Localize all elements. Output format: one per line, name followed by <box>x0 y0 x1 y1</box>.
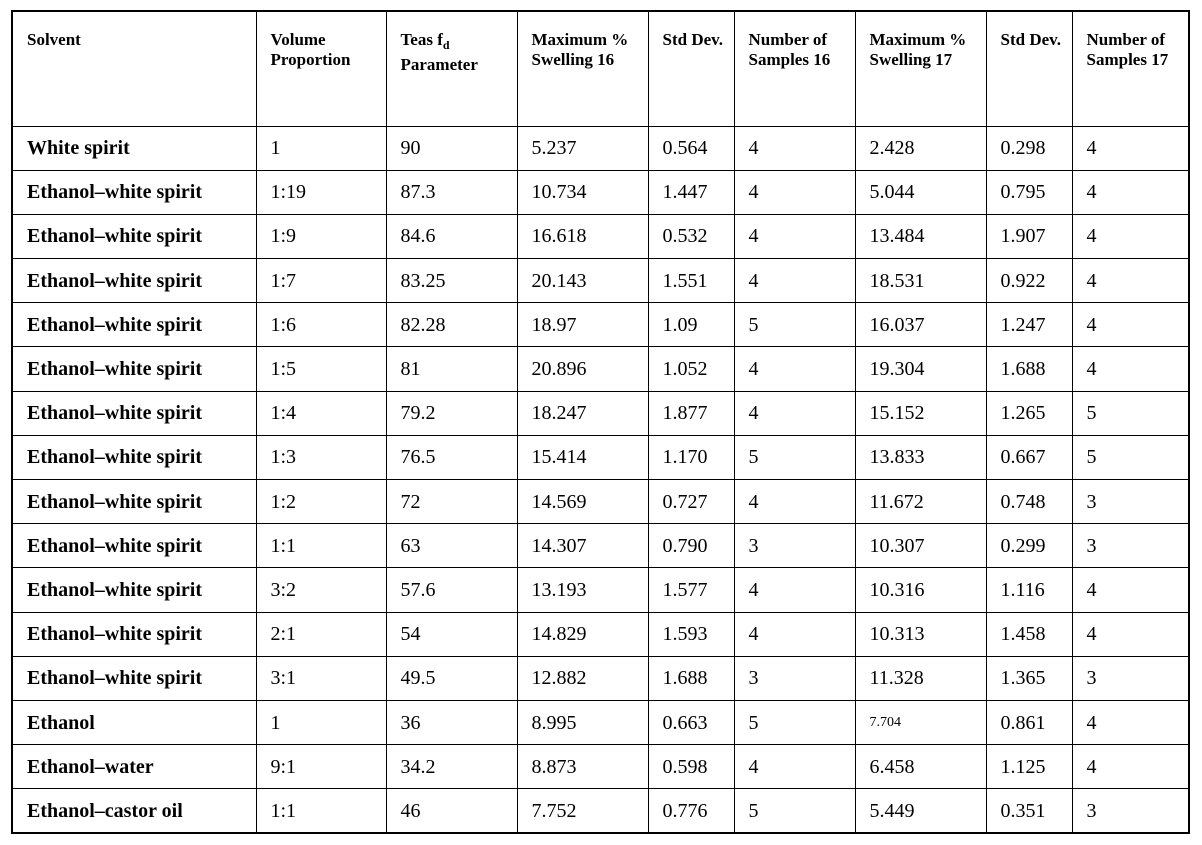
cell-max-swelling-17: 5.449 <box>855 789 986 833</box>
cell-teas-fd: 54 <box>386 612 517 656</box>
cell-teas-fd: 82.28 <box>386 303 517 347</box>
table-row <box>12 435 1189 479</box>
cell-std-dev-17: 0.795 <box>986 170 1072 214</box>
cell-volume-proportion: 1:5 <box>256 347 386 391</box>
cell-teas-fd: 79.2 <box>386 391 517 435</box>
cell-teas-fd: 34.2 <box>386 745 517 789</box>
cell-std-dev-17: 0.351 <box>986 789 1072 833</box>
cell-max-swelling-17: 7.704 <box>855 700 986 744</box>
cell-std-dev-16: 1.170 <box>648 435 734 479</box>
cell-solvent: Ethanol–white spirit <box>12 568 256 612</box>
cell-solvent: Ethanol–white spirit <box>12 480 256 524</box>
table-row <box>12 391 1189 435</box>
swelling-data-table-container <box>11 10 1190 834</box>
cell-max-swelling-16: 16.618 <box>517 214 648 258</box>
cell-solvent: Ethanol–white spirit <box>12 214 256 258</box>
cell-max-swelling-16: 13.193 <box>517 568 648 612</box>
cell-solvent: Ethanol–white spirit <box>12 612 256 656</box>
cell-teas-fd: 90 <box>386 126 517 170</box>
cell-max-swelling-16: 14.307 <box>517 524 648 568</box>
cell-solvent: Ethanol–white spirit <box>12 656 256 700</box>
cell-std-dev-17: 1.125 <box>986 745 1072 789</box>
cell-solvent: Ethanol–white spirit <box>12 347 256 391</box>
cell-samples-17: 4 <box>1072 126 1189 170</box>
cell-std-dev-16: 0.776 <box>648 789 734 833</box>
cell-max-swelling-16: 12.882 <box>517 656 648 700</box>
cell-std-dev-16: 1.447 <box>648 170 734 214</box>
cell-std-dev-17: 1.458 <box>986 612 1072 656</box>
cell-max-swelling-17: 2.428 <box>855 126 986 170</box>
cell-std-dev-16: 1.577 <box>648 568 734 612</box>
cell-samples-17: 4 <box>1072 259 1189 303</box>
cell-samples-16: 4 <box>734 612 855 656</box>
cell-volume-proportion: 3:2 <box>256 568 386 612</box>
cell-max-swelling-16: 14.829 <box>517 612 648 656</box>
cell-std-dev-17: 1.907 <box>986 214 1072 258</box>
cell-volume-proportion: 9:1 <box>256 745 386 789</box>
cell-std-dev-17: 1.688 <box>986 347 1072 391</box>
cell-samples-17: 4 <box>1072 745 1189 789</box>
cell-max-swelling-16: 10.734 <box>517 170 648 214</box>
cell-samples-17: 5 <box>1072 435 1189 479</box>
cell-solvent: Ethanol–water <box>12 745 256 789</box>
cell-max-swelling-17: 11.328 <box>855 656 986 700</box>
cell-max-swelling-16: 8.873 <box>517 745 648 789</box>
table-row <box>12 214 1189 258</box>
cell-solvent: Ethanol–white spirit <box>12 391 256 435</box>
cell-solvent: Ethanol–castor oil <box>12 789 256 833</box>
table-row <box>12 170 1189 214</box>
cell-max-swelling-16: 18.97 <box>517 303 648 347</box>
cell-solvent: Ethanol–white spirit <box>12 524 256 568</box>
cell-volume-proportion: 1:6 <box>256 303 386 347</box>
cell-std-dev-17: 1.265 <box>986 391 1072 435</box>
table-row <box>12 656 1189 700</box>
table-row <box>12 612 1189 656</box>
cell-std-dev-16: 0.598 <box>648 745 734 789</box>
cell-std-dev-17: 1.247 <box>986 303 1072 347</box>
cell-max-swelling-17: 18.531 <box>855 259 986 303</box>
cell-teas-fd: 46 <box>386 789 517 833</box>
header-max-swelling-17: Maximum % Swelling 17 <box>855 11 986 126</box>
cell-samples-16: 3 <box>734 656 855 700</box>
table-row <box>12 480 1189 524</box>
cell-std-dev-17: 0.298 <box>986 126 1072 170</box>
cell-samples-17: 3 <box>1072 656 1189 700</box>
cell-volume-proportion: 1:3 <box>256 435 386 479</box>
cell-samples-16: 4 <box>734 568 855 612</box>
header-std-dev-17: Std Dev. <box>986 11 1072 126</box>
header-teas-fd-parameter: Teas $f_d$ Parameter <box>386 11 517 126</box>
cell-solvent: Ethanol–white spirit <box>12 303 256 347</box>
cell-samples-16: 5 <box>734 700 855 744</box>
table-row <box>12 745 1189 789</box>
cell-max-swelling-17: 6.458 <box>855 745 986 789</box>
cell-std-dev-17: 0.922 <box>986 259 1072 303</box>
cell-max-swelling-16: 5.237 <box>517 126 648 170</box>
cell-std-dev-16: 1.593 <box>648 612 734 656</box>
cell-samples-17: 4 <box>1072 347 1189 391</box>
table-body <box>12 126 1189 833</box>
cell-samples-17: 4 <box>1072 303 1189 347</box>
cell-samples-17: 3 <box>1072 789 1189 833</box>
swelling-data-table <box>11 10 1190 834</box>
cell-teas-fd: 83.25 <box>386 259 517 303</box>
cell-max-swelling-17: 13.484 <box>855 214 986 258</box>
cell-max-swelling-17: 15.152 <box>855 391 986 435</box>
cell-max-swelling-17: 19.304 <box>855 347 986 391</box>
cell-std-dev-16: 0.532 <box>648 214 734 258</box>
cell-teas-fd: 57.6 <box>386 568 517 612</box>
cell-samples-16: 4 <box>734 745 855 789</box>
cell-volume-proportion: 1:4 <box>256 391 386 435</box>
cell-samples-17: 4 <box>1072 568 1189 612</box>
cell-max-swelling-16: 8.995 <box>517 700 648 744</box>
header-row <box>12 11 1189 126</box>
cell-std-dev-17: 1.365 <box>986 656 1072 700</box>
cell-volume-proportion: 1:1 <box>256 789 386 833</box>
cell-teas-fd: 49.5 <box>386 656 517 700</box>
cell-max-swelling-16: 20.896 <box>517 347 648 391</box>
cell-samples-16: 3 <box>734 524 855 568</box>
cell-solvent: Ethanol–white spirit <box>12 435 256 479</box>
header-volume-proportion: Volume Proportion <box>256 11 386 126</box>
table-row <box>12 524 1189 568</box>
cell-max-swelling-17: 5.044 <box>855 170 986 214</box>
table-row <box>12 303 1189 347</box>
cell-samples-16: 4 <box>734 391 855 435</box>
cell-teas-fd: 36 <box>386 700 517 744</box>
cell-teas-fd: 81 <box>386 347 517 391</box>
table-row <box>12 789 1189 833</box>
header-solvent: Solvent <box>12 11 256 126</box>
cell-std-dev-16: 0.564 <box>648 126 734 170</box>
table-header <box>12 11 1189 126</box>
cell-max-swelling-17: 10.307 <box>855 524 986 568</box>
cell-max-swelling-16: 14.569 <box>517 480 648 524</box>
cell-teas-fd: 84.6 <box>386 214 517 258</box>
cell-solvent: White spirit <box>12 126 256 170</box>
table-row <box>12 700 1189 744</box>
cell-samples-16: 4 <box>734 259 855 303</box>
cell-solvent: Ethanol <box>12 700 256 744</box>
cell-teas-fd: 87.3 <box>386 170 517 214</box>
cell-volume-proportion: 1:7 <box>256 259 386 303</box>
cell-max-swelling-17: 13.833 <box>855 435 986 479</box>
cell-volume-proportion: 1:19 <box>256 170 386 214</box>
cell-samples-16: 4 <box>734 480 855 524</box>
cell-solvent: Ethanol–white spirit <box>12 170 256 214</box>
cell-samples-16: 5 <box>734 789 855 833</box>
cell-std-dev-16: 1.688 <box>648 656 734 700</box>
cell-volume-proportion: 1 <box>256 700 386 744</box>
cell-max-swelling-17: 16.037 <box>855 303 986 347</box>
cell-volume-proportion: 3:1 <box>256 656 386 700</box>
cell-max-swelling-17: 10.316 <box>855 568 986 612</box>
cell-max-swelling-16: 18.247 <box>517 391 648 435</box>
cell-std-dev-16: 0.727 <box>648 480 734 524</box>
cell-std-dev-17: 0.861 <box>986 700 1072 744</box>
cell-max-swelling-17: 11.672 <box>855 480 986 524</box>
subscript-d: d <box>442 38 450 52</box>
cell-volume-proportion: 2:1 <box>256 612 386 656</box>
table-row <box>12 347 1189 391</box>
cell-samples-16: 4 <box>734 347 855 391</box>
cell-std-dev-17: 0.667 <box>986 435 1072 479</box>
cell-teas-fd: 63 <box>386 524 517 568</box>
table-row <box>12 126 1189 170</box>
cell-samples-17: 4 <box>1072 170 1189 214</box>
header-samples-17: Number of Samples 17 <box>1072 11 1189 126</box>
cell-samples-17: 4 <box>1072 700 1189 744</box>
cell-volume-proportion: 1 <box>256 126 386 170</box>
cell-samples-16: 4 <box>734 214 855 258</box>
cell-std-dev-16: 1.052 <box>648 347 734 391</box>
cell-std-dev-17: 0.299 <box>986 524 1072 568</box>
cell-solvent: Ethanol–white spirit <box>12 259 256 303</box>
cell-max-swelling-17: 10.313 <box>855 612 986 656</box>
cell-samples-17: 4 <box>1072 612 1189 656</box>
cell-max-swelling-16: 7.752 <box>517 789 648 833</box>
cell-volume-proportion: 1:1 <box>256 524 386 568</box>
header-std-dev-16: Std Dev. <box>648 11 734 126</box>
cell-teas-fd: 72 <box>386 480 517 524</box>
cell-samples-16: 5 <box>734 303 855 347</box>
cell-max-swelling-16: 15.414 <box>517 435 648 479</box>
cell-samples-16: 4 <box>734 170 855 214</box>
cell-samples-17: 3 <box>1072 524 1189 568</box>
cell-std-dev-16: 1.877 <box>648 391 734 435</box>
cell-samples-17: 3 <box>1072 480 1189 524</box>
cell-volume-proportion: 1:9 <box>256 214 386 258</box>
table-row <box>12 259 1189 303</box>
cell-std-dev-16: 0.790 <box>648 524 734 568</box>
cell-max-swelling-16: 20.143 <box>517 259 648 303</box>
cell-std-dev-16: 1.551 <box>648 259 734 303</box>
header-samples-16: Number of Samples 16 <box>734 11 855 126</box>
header-max-swelling-16: Maximum % Swelling 16 <box>517 11 648 126</box>
cell-volume-proportion: 1:2 <box>256 480 386 524</box>
cell-std-dev-17: 1.116 <box>986 568 1072 612</box>
cell-samples-16: 5 <box>734 435 855 479</box>
cell-std-dev-17: 0.748 <box>986 480 1072 524</box>
cell-samples-16: 4 <box>734 126 855 170</box>
cell-samples-17: 5 <box>1072 391 1189 435</box>
cell-teas-fd: 76.5 <box>386 435 517 479</box>
table-row <box>12 568 1189 612</box>
cell-samples-17: 4 <box>1072 214 1189 258</box>
cell-std-dev-16: 0.663 <box>648 700 734 744</box>
cell-std-dev-16: 1.09 <box>648 303 734 347</box>
